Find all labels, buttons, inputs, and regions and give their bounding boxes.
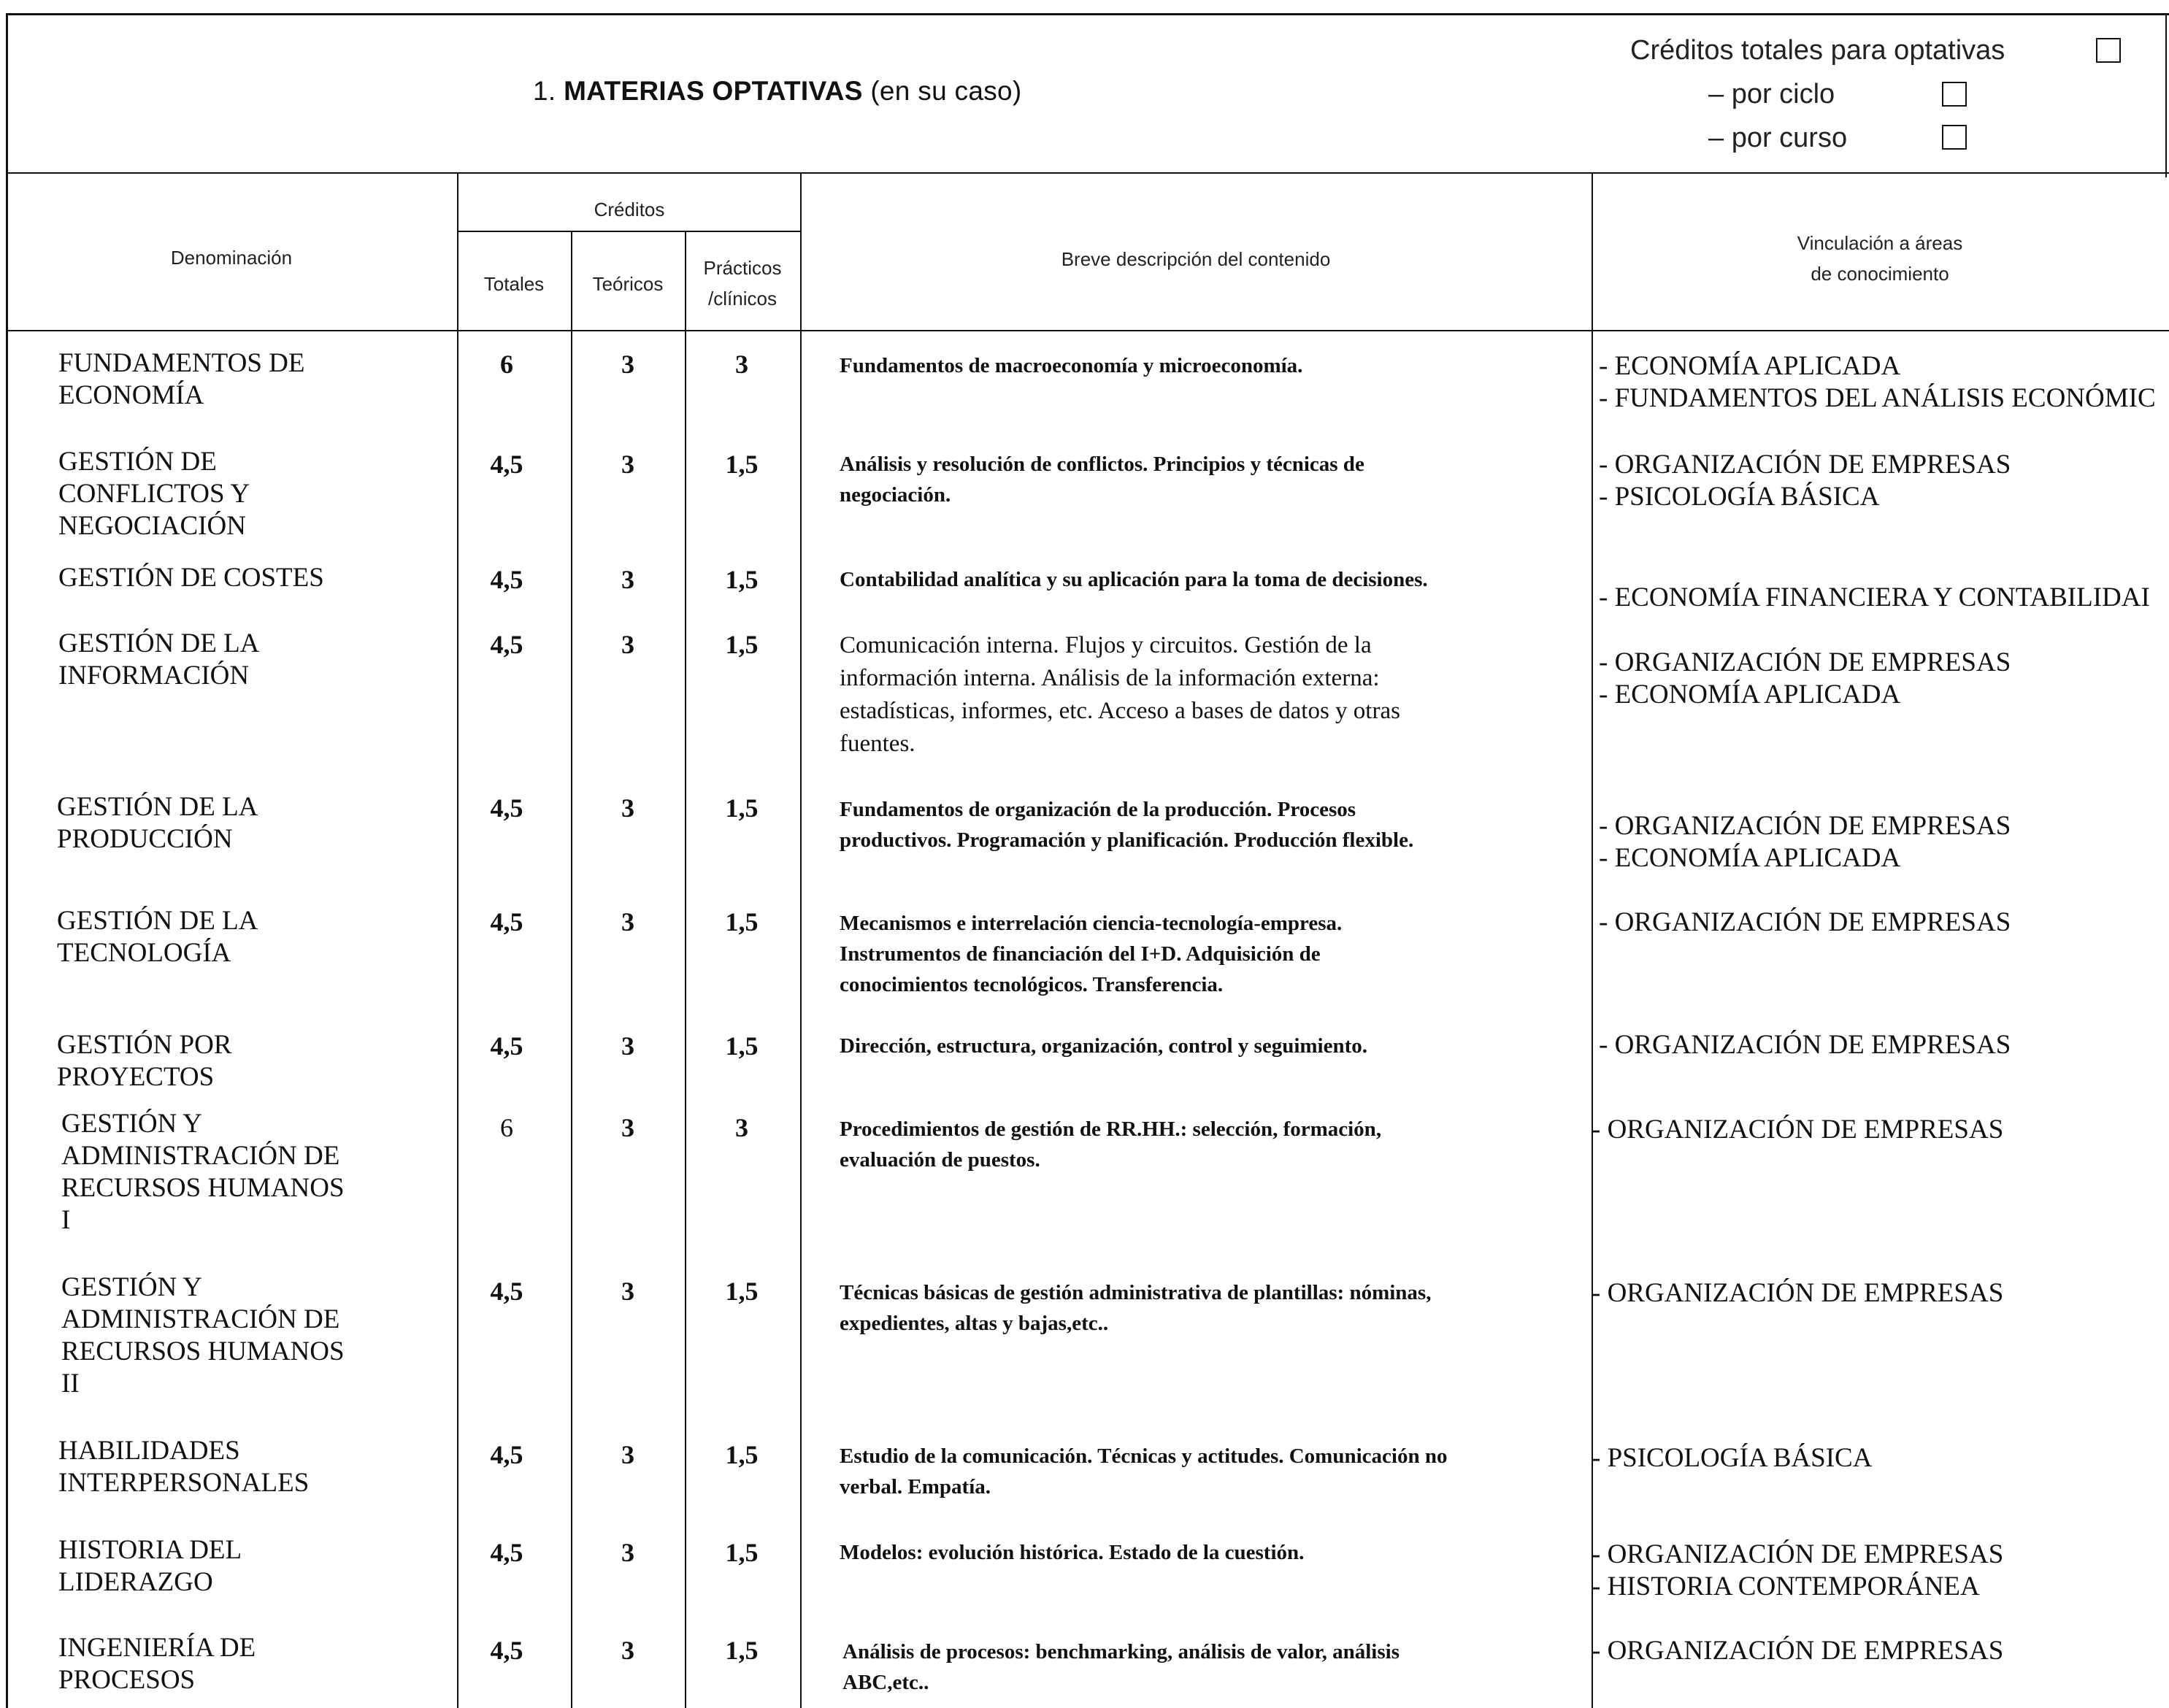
row-2-desc-line: Contabilidad analítica y su aplicación para la toma de decisiones. xyxy=(840,568,1428,591)
row-3-denominacion xyxy=(58,628,259,692)
row-8-descripcion xyxy=(840,1277,1482,1339)
row-9-name-line: HABILIDADES xyxy=(58,1436,240,1466)
row-5-areas xyxy=(1599,907,2011,939)
row-2-descripcion xyxy=(840,564,1482,595)
col-header-vinculacion-line1: Vinculación a áreas xyxy=(1797,232,1963,254)
row-3-desc-line: estadísticas, informes, etc. Acceso a bases de datos y otras xyxy=(840,698,1400,724)
row-9-descripcion xyxy=(840,1441,1482,1502)
row-8-teoricos: 3 xyxy=(621,1277,634,1306)
row-8-desc-line: expedientes, altas y bajas,etc.. xyxy=(840,1312,1109,1335)
row-7-areas xyxy=(1592,1114,2003,1146)
col-header-vinculacion xyxy=(1592,228,2168,289)
row-0-area-line: - ECONOMÍA APLICADA xyxy=(1599,351,1901,381)
row-3-name-line: INFORMACIÓN xyxy=(58,661,250,690)
row-6-denominacion xyxy=(57,1029,232,1093)
row-7-teoricos: 3 xyxy=(621,1113,634,1142)
section-title xyxy=(533,76,1022,107)
row-11-name-line: PROCESOS xyxy=(58,1665,196,1695)
row-9-teoricos: 3 xyxy=(621,1440,634,1469)
row-9-area-line: - PSICOLOGÍA BÁSICA xyxy=(1592,1443,1873,1473)
row-4-area-line: - ECONOMÍA APLICADA xyxy=(1599,843,1901,873)
row-9-totales: 4,5 xyxy=(490,1440,523,1469)
frame-right-rule xyxy=(2165,13,2167,177)
row-5-desc-line: Mecanismos e interrelación ciencia-tecnología-empresa. xyxy=(840,912,1343,935)
row-6-descripcion xyxy=(840,1031,1482,1061)
row-8-desc-line: Técnicas básicas de gestión administrativa de plantillas: nóminas, xyxy=(840,1281,1432,1304)
row-3-totales: 4,5 xyxy=(490,630,523,659)
row-7-area-line: - ORGANIZACIÓN DE EMPRESAS xyxy=(1592,1115,2004,1145)
row-10-area-line: - HISTORIA CONTEMPORÁNEA xyxy=(1592,1572,1980,1601)
row-7-desc-line: Procedimientos de gestión de RR.HH.: selección, formación, xyxy=(840,1117,1382,1141)
row-10-desc-line: Modelos: evolución histórica. Estado de la cuestión. xyxy=(840,1541,1305,1564)
row-8-practicos: 1,5 xyxy=(725,1277,759,1306)
row-3-area-line: - ECONOMÍA APLICADA xyxy=(1599,680,1901,709)
col-header-descripcion: Breve descripción del contenido xyxy=(1061,248,1331,270)
row-2-area-line: - ECONOMÍA FINANCIERA Y CONTABILIDAI xyxy=(1599,582,2150,612)
row-0-name-line: ECONOMÍA xyxy=(58,380,204,410)
row-7-denominacion xyxy=(61,1108,345,1236)
row-7-name-line: GESTIÓN Y xyxy=(61,1109,202,1139)
row-8-name-line: GESTIÓN Y xyxy=(61,1272,202,1302)
row-9-denominacion xyxy=(58,1435,309,1499)
row-6-name-line: GESTIÓN POR xyxy=(57,1030,232,1060)
row-11-teoricos: 3 xyxy=(621,1636,634,1665)
row-9-desc-line: verbal. Empatía. xyxy=(840,1475,991,1499)
row-1-totales: 4,5 xyxy=(490,450,523,479)
row-1-desc-line: negociación. xyxy=(840,483,951,507)
row-4-practicos: 1,5 xyxy=(725,793,759,823)
row-0-denominacion xyxy=(58,347,304,412)
row-3-descripcion xyxy=(840,629,1482,761)
row-10-practicos: 1,5 xyxy=(725,1538,759,1567)
row-10-name-line: LIDERAZGO xyxy=(58,1567,213,1597)
row-11-area-line: - ORGANIZACIÓN DE EMPRESAS xyxy=(1592,1636,2004,1666)
section-title-bold: MATERIAS OPTATIVAS xyxy=(564,76,863,106)
row-1-name-line: CONFLICTOS Y xyxy=(58,479,250,509)
row-4-areas xyxy=(1599,810,2011,874)
row-0-name-line: FUNDAMENTOS DE xyxy=(58,348,305,378)
row-10-area-line: - ORGANIZACIÓN DE EMPRESAS xyxy=(1592,1539,2004,1569)
section-title-number: 1. xyxy=(533,76,556,106)
row-10-teoricos: 3 xyxy=(621,1538,634,1567)
row-8-denominacion xyxy=(61,1272,345,1400)
col-header-practicos-line2: /clínicos xyxy=(708,288,777,309)
row-5-denominacion xyxy=(57,905,258,969)
row-4-desc-line: productivos. Programación y planificación. Producción flexible. xyxy=(840,828,1414,852)
row-3-desc-line: fuentes. xyxy=(840,731,915,757)
row-11-descripcion xyxy=(842,1636,1485,1698)
row-8-area-line: - ORGANIZACIÓN DE EMPRESAS xyxy=(1592,1278,2004,1308)
row-6-area-line: - ORGANIZACIÓN DE EMPRESAS xyxy=(1599,1030,2011,1060)
section-title-suffix: (en su caso) xyxy=(870,76,1022,106)
row-7-name-line: RECURSOS HUMANOS xyxy=(61,1173,345,1203)
row-1-area-line: - PSICOLOGÍA BÁSICA xyxy=(1599,482,1880,512)
row-10-denominacion xyxy=(58,1534,242,1599)
row-4-area-line: - ORGANIZACIÓN DE EMPRESAS xyxy=(1599,811,2011,841)
option-por-ciclo-label: – por ciclo xyxy=(1708,79,1835,109)
option-por-curso-label: – por curso xyxy=(1708,123,1848,153)
row-0-areas xyxy=(1599,350,2156,415)
col-header-denominacion: Denominación xyxy=(170,247,293,269)
row-1-desc-line: Análisis y resolución de conflictos. Principios y técnicas de xyxy=(840,453,1364,476)
por-curso-checkbox[interactable] xyxy=(1942,125,1967,150)
row-0-descripcion xyxy=(840,350,1482,381)
row-1-name-line: NEGOCIACIÓN xyxy=(58,511,246,541)
col-header-practicos-line1: Prácticos xyxy=(703,257,782,279)
row-3-practicos: 1,5 xyxy=(725,630,759,659)
row-11-practicos: 1,5 xyxy=(725,1636,759,1665)
row-10-areas xyxy=(1592,1539,2003,1603)
row-1-area-line: - ORGANIZACIÓN DE EMPRESAS xyxy=(1599,450,2011,480)
row-4-denominacion xyxy=(57,791,258,855)
row-3-teoricos: 3 xyxy=(621,630,634,659)
row-10-name-line: HISTORIA DEL xyxy=(58,1535,242,1565)
row-1-teoricos: 3 xyxy=(621,450,634,479)
row-8-totales: 4,5 xyxy=(490,1277,523,1306)
row-6-teoricos: 3 xyxy=(621,1031,634,1061)
row-6-desc-line: Dirección, estructura, organización, control y seguimiento. xyxy=(840,1034,1368,1058)
row-9-practicos: 1,5 xyxy=(725,1440,759,1469)
row-2-teoricos: 3 xyxy=(621,565,634,594)
creditos-totales-checkbox[interactable] xyxy=(2096,38,2121,63)
row-5-name-line: GESTIÓN DE LA xyxy=(57,906,258,936)
col-header-totales: Totales xyxy=(483,273,545,295)
row-6-areas xyxy=(1599,1029,2011,1061)
row-8-areas xyxy=(1592,1277,2003,1309)
header-divider xyxy=(6,172,2169,174)
row-0-area-line: - FUNDAMENTOS DEL ANÁLISIS ECONÓMIC xyxy=(1599,383,2156,413)
row-8-name-line: ADMINISTRACIÓN DE xyxy=(61,1304,340,1334)
row-7-name-line: I xyxy=(61,1205,71,1235)
row-5-desc-line: conocimientos tecnológicos. Transferencia. xyxy=(840,973,1224,996)
column-header-bottom-rule xyxy=(6,330,2169,331)
creditos-subheader-rule xyxy=(458,231,801,232)
col-divider-5 xyxy=(1592,172,1593,1708)
row-7-descripcion xyxy=(840,1114,1482,1175)
row-5-practicos: 1,5 xyxy=(725,907,759,936)
row-11-areas xyxy=(1592,1635,2003,1667)
col-divider-3 xyxy=(685,231,686,1708)
col-divider-1 xyxy=(457,172,458,1708)
row-7-desc-line: evaluación de puestos. xyxy=(840,1148,1040,1172)
row-0-teoricos: 3 xyxy=(621,350,634,379)
row-1-areas xyxy=(1599,449,2011,513)
row-5-desc-line: Instrumentos de financiación del I+D. Adquisición de xyxy=(840,942,1321,966)
col-header-creditos: Créditos xyxy=(594,199,665,220)
row-10-totales: 4,5 xyxy=(490,1538,523,1567)
por-ciclo-checkbox[interactable] xyxy=(1942,82,1967,107)
row-4-descripcion xyxy=(840,794,1482,855)
row-1-descripcion xyxy=(840,449,1482,510)
row-11-name-line: INGENIERÍA DE xyxy=(58,1633,256,1663)
row-11-totales: 4,5 xyxy=(490,1636,523,1665)
row-4-desc-line: Fundamentos de organización de la producción. Procesos xyxy=(840,798,1356,821)
row-6-totales: 4,5 xyxy=(490,1031,523,1061)
row-8-name-line: II xyxy=(61,1369,80,1399)
row-6-practicos: 1,5 xyxy=(725,1031,759,1061)
row-5-teoricos: 3 xyxy=(621,907,634,936)
row-11-desc-line: ABC,etc.. xyxy=(842,1671,929,1694)
row-9-name-line: INTERPERSONALES xyxy=(58,1468,310,1498)
row-2-practicos: 1,5 xyxy=(725,565,759,594)
row-11-desc-line: Análisis de procesos: benchmarking, análisis de valor, análisis xyxy=(842,1640,1400,1663)
row-7-totales: 6 xyxy=(500,1113,513,1142)
row-0-desc-line: Fundamentos de macroeconomía y microeconomía. xyxy=(840,354,1303,377)
row-2-name-line: GESTIÓN DE COSTES xyxy=(58,563,324,593)
row-6-name-line: PROYECTOS xyxy=(57,1062,215,1092)
row-4-totales: 4,5 xyxy=(490,793,523,823)
row-10-descripcion xyxy=(840,1537,1482,1568)
row-4-name-line: PRODUCCIÓN xyxy=(57,824,233,854)
frame-top-rule xyxy=(6,13,2169,15)
row-1-practicos: 1,5 xyxy=(725,450,759,479)
row-0-practicos: 3 xyxy=(735,350,748,379)
option-creditos-totales-label: Créditos totales para optativas xyxy=(1630,35,2005,66)
row-4-teoricos: 3 xyxy=(621,793,634,823)
row-5-name-line: TECNOLOGÍA xyxy=(57,938,231,968)
row-7-practicos: 3 xyxy=(735,1113,748,1142)
row-5-descripcion xyxy=(840,908,1482,1000)
row-2-areas xyxy=(1599,582,2150,614)
row-11-denominacion xyxy=(58,1632,256,1696)
row-2-totales: 4,5 xyxy=(490,565,523,594)
row-5-totales: 4,5 xyxy=(490,907,523,936)
row-0-totales: 6 xyxy=(500,350,513,379)
row-3-name-line: GESTIÓN DE LA xyxy=(58,628,260,658)
col-header-teoricos: Teóricos xyxy=(592,273,664,295)
row-1-denominacion xyxy=(58,446,250,542)
row-3-desc-line: información interna. Análisis de la información externa: xyxy=(840,665,1380,691)
row-2-denominacion xyxy=(58,562,324,594)
row-7-name-line: ADMINISTRACIÓN DE xyxy=(61,1141,340,1171)
col-header-practicos xyxy=(685,253,800,314)
row-3-desc-line: Comunicación interna. Flujos y circuitos. Gestión de la xyxy=(840,632,1372,658)
col-divider-2 xyxy=(571,231,572,1708)
row-3-area-line: - ORGANIZACIÓN DE EMPRESAS xyxy=(1599,647,2011,677)
row-4-name-line: GESTIÓN DE LA xyxy=(57,792,258,822)
col-divider-4 xyxy=(800,172,802,1708)
col-header-vinculacion-line2: de conocimiento xyxy=(1811,263,1949,285)
row-1-name-line: GESTIÓN DE xyxy=(58,447,217,477)
row-9-desc-line: Estudio de la comunicación. Técnicas y actitudes. Comunicación no xyxy=(840,1445,1448,1468)
row-8-name-line: RECURSOS HUMANOS xyxy=(61,1336,345,1366)
row-3-areas xyxy=(1599,647,2011,711)
row-5-area-line: - ORGANIZACIÓN DE EMPRESAS xyxy=(1599,907,2011,937)
row-9-areas xyxy=(1592,1442,1872,1474)
